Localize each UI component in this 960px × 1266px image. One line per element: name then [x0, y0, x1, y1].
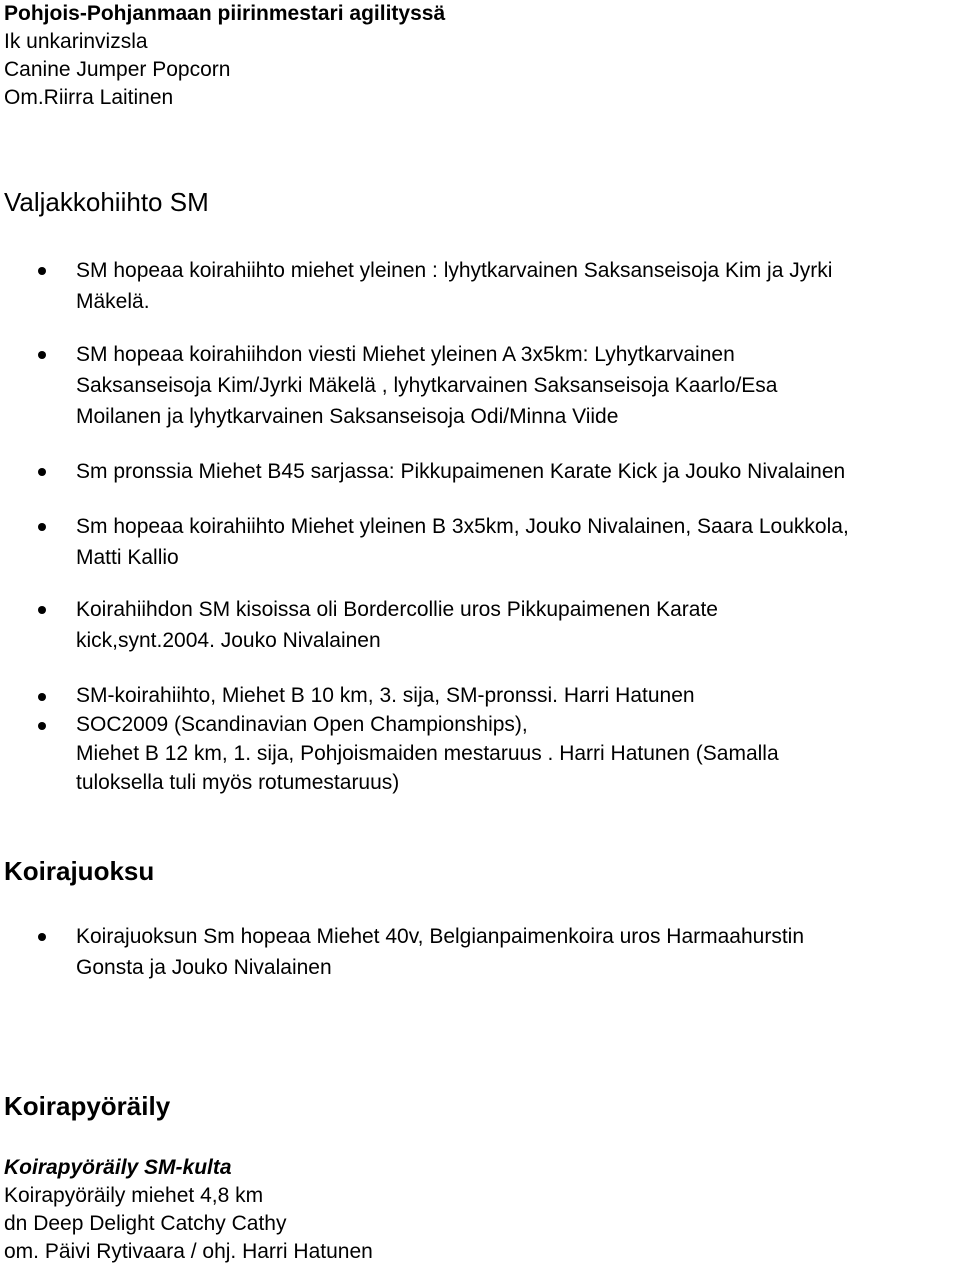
header-line: Canine Jumper Popcorn: [4, 58, 231, 81]
pyoraily-block: [4, 1154, 956, 1266]
pyoraily-subheading: Koirapyöräily SM-kulta: [4, 1156, 232, 1179]
list-item-text: SM-koirahiihto, Miehet B 10 km, 3. sija, SM-pronssi. Harri Hatunen: [76, 684, 695, 707]
section-heading-koirapyoraily: Koirapyöräily: [4, 1091, 171, 1121]
pyoraily-line: dn Deep Delight Catchy Cathy: [4, 1212, 287, 1235]
list-item-text: Koirajuoksun Sm hopeaa Miehet 40v, Belgianpaimenkoira uros Harmaahurstin Gonsta ja Jouko Nivalainen: [76, 925, 805, 979]
list-item-text: SOC2009 (Scandinavian Open Championships), Miehet B 12 km, 1. sija, Pohjoismaiden mestaruus . Harri Hatunen (Samalla tuloksella tuli myös rotumestaruus): [76, 713, 779, 794]
bullet-icon: [38, 267, 46, 275]
bullet-icon: [38, 693, 46, 701]
list-item-text: Sm hopeaa koirahiihto Miehet yleinen B 3x5km, Jouko Nivalainen, Saara Loukkola, Matti Kallio: [76, 515, 849, 569]
list-item-text: SM hopeaa koirahiihto miehet yleinen : lyhytkarvainen Saksanseisoja Kim ja Jyrki Mäkelä.: [76, 259, 833, 313]
list-item-text: SM hopeaa koirahiihdon viesti Miehet yleinen A 3x5km: Lyhytkarvainen Saksanseisoja Kim/Jyrki Mäkelä , lyhytkarvainen Saksanseisoja Kaarlo/Esa Moilanen ja lyhytkarvainen Saksanseisoja Odi/Minna Viide: [76, 343, 778, 428]
header-title: Pohjois-Pohjanmaan piirinmestari agilityssä: [4, 2, 446, 25]
bullet-icon: [38, 468, 46, 476]
header-block: [4, 0, 956, 112]
list-item-text: Koirahiihdon SM kisoissa oli Bordercollie uros Pikkupaimenen Karate kick,synt.2004. Jouko Nivalainen: [76, 598, 718, 652]
bullet-icon: [38, 933, 46, 941]
pyoraily-line: Koirapyöräily miehet 4,8 km: [4, 1184, 264, 1207]
bullet-icon: [38, 606, 46, 614]
list-item-text: Sm pronssia Miehet B45 sarjassa: Pikkupaimenen Karate Kick ja Jouko Nivalainen: [76, 460, 846, 483]
pyoraily-line: om. Päivi Rytivaara / ohj. Harri Hatunen: [4, 1240, 373, 1263]
section-heading-koirajuoksu: Koirajuoksu: [4, 856, 155, 886]
bullet-icon: [38, 722, 46, 730]
bullet-icon: [38, 351, 46, 359]
header-line: Om.Riirra Laitinen: [4, 86, 174, 109]
header-line: Ik unkarinvizsla: [4, 30, 148, 53]
bullet-icon: [38, 523, 46, 531]
section-heading-valjakkohiihto: Valjakkohiihto SM: [4, 187, 209, 217]
